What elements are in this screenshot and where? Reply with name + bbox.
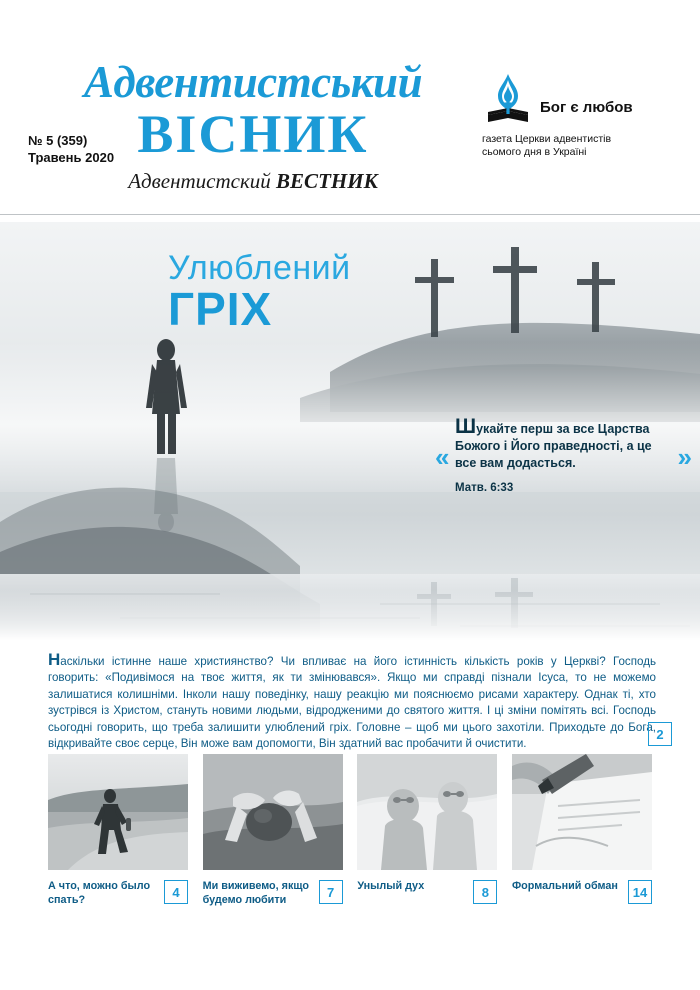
lead-dropcap: Н <box>48 650 61 669</box>
article-page-badge-4: 14 <box>628 880 652 904</box>
magazine-title-line1: Адвентистський <box>83 57 423 107</box>
publisher-description-line1: газета Церкви адвентистів <box>482 133 612 145</box>
lead-paragraph <box>48 652 656 752</box>
article-thumbnail-image-3 <box>357 754 497 870</box>
bible-verse-block <box>435 415 692 494</box>
magazine-subtitle-prefix: Адвентистский <box>128 169 277 193</box>
verse-text <box>455 415 675 472</box>
article-teaser-label-2: Ми виживемо, якщо будемо любити <box>202 880 309 906</box>
quote-close-icon: » <box>677 442 692 472</box>
article-teaser[interactable] <box>512 754 652 907</box>
article-teaser-label-1: А что, можно было спать? <box>48 880 151 906</box>
article-page-badge-1: 4 <box>164 880 188 904</box>
article-teaser-label-3: Унылый дух <box>357 880 425 892</box>
cover-hero-image <box>0 222 700 640</box>
article-thumbnail-strip <box>48 754 652 907</box>
publisher-description <box>482 133 672 159</box>
cover-story-title-line1: Улюблений <box>168 249 351 287</box>
issue-info <box>28 132 114 166</box>
lead-text: аскільки істинне наше християнство? Чи впливає на його істинність кількість років у Церкві? Господь говорить: «Подивімося на твоє життя, як ти змінювався». Якщо ми справді пізнали Ісуса, то не можемо залишатися колишніми. Інколи нашу поведінку, нашу реакцію ми пояснюємо рисами характеру. Однак ті, хто зустрівся із Христом, стануть новими людьми, відродженими до святого життя. І ці зміни помітять всі. Господь сьогодні говорить, що треба залишити улюблений гріх. Головне – щоб ми цього захотіли. Приходьте до Бога, відкривайте своє серце, Він може вам допомогти, Він здатний вас пробачити й очистити. <box>48 655 656 751</box>
article-thumbnail-image-1 <box>48 754 188 870</box>
verse-body: укайте перш за все Царства Божого і Його праведності, а це все вам додасться. <box>455 422 652 470</box>
masthead <box>0 0 700 222</box>
magazine-title-block <box>28 58 478 194</box>
article-teaser-label-4: Формальний обман <box>511 880 618 892</box>
magazine-title-line2: ВІСНИК <box>137 104 369 164</box>
publisher-logo-block <box>482 72 672 159</box>
quote-open-icon: « <box>435 442 450 472</box>
magazine-subtitle <box>28 168 478 194</box>
article-teaser[interactable] <box>48 754 188 907</box>
article-thumbnail-image-2 <box>203 754 343 870</box>
verse-dropcap: Ш <box>455 415 477 438</box>
logo-tagline: Бог є любов <box>540 98 633 116</box>
article-page-badge-2: 7 <box>319 880 343 904</box>
article-teaser[interactable] <box>203 754 343 907</box>
publisher-description-line2: сьомого дня в Україні <box>482 146 587 158</box>
cover-story-title <box>168 249 351 335</box>
issue-date: Травень 2020 <box>28 150 115 165</box>
cover-story-title-line2: ГРІХ <box>168 283 273 335</box>
article-page-badge-3: 8 <box>473 880 497 904</box>
article-thumbnail-image-4 <box>512 754 652 870</box>
masthead-divider <box>0 214 700 215</box>
verse-reference: Матв. 6:33 <box>455 482 514 494</box>
magazine-subtitle-bold: ВЕСТНИК <box>276 169 378 193</box>
article-teaser[interactable] <box>357 754 497 907</box>
adventist-flame-logo-icon <box>482 72 534 128</box>
lead-page-number-badge: 2 <box>648 722 672 746</box>
issue-number: № 5 (359) <box>28 133 88 148</box>
